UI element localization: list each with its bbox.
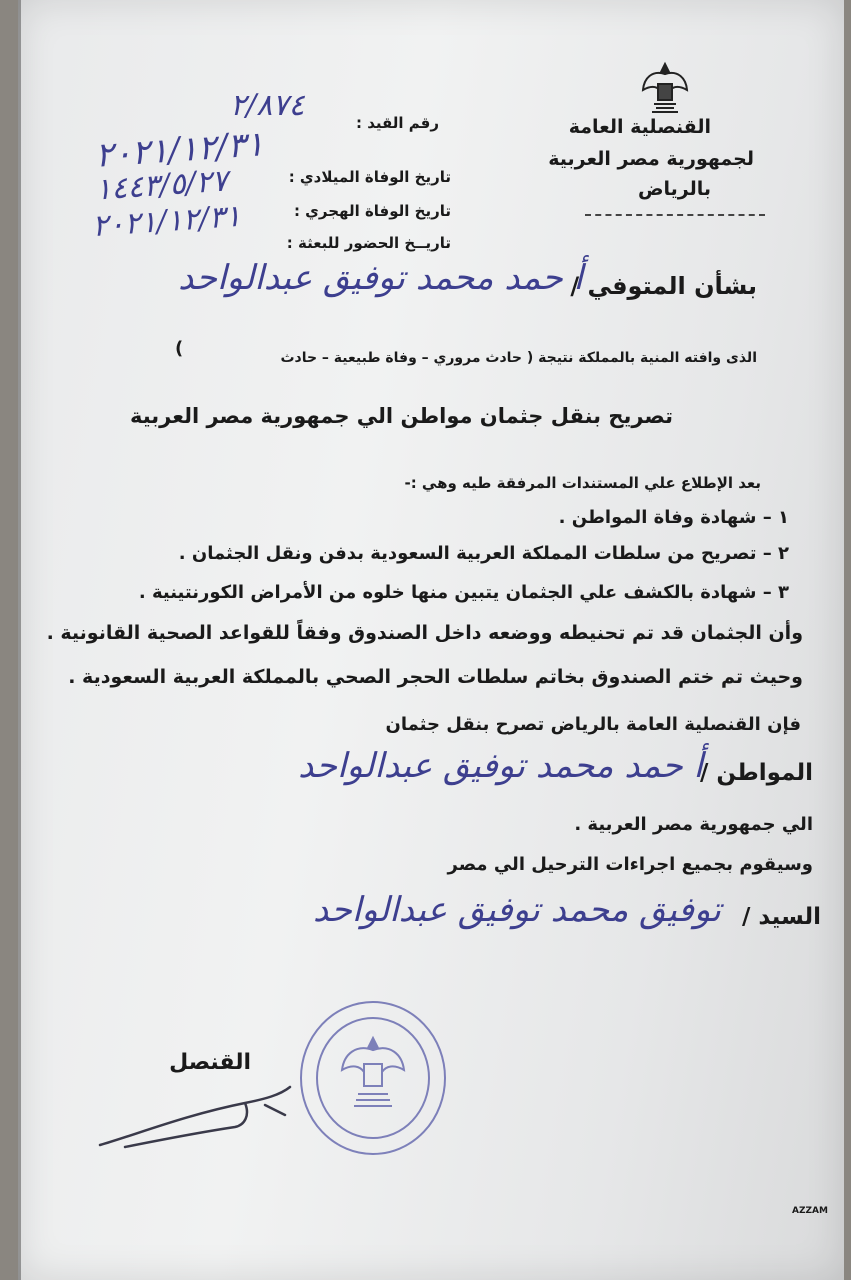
gregorian-death-date-label: تاريخ الوفاة الميلادي : <box>288 168 451 186</box>
embalming-paragraph: وأن الجثمان قد تم تحنيطه ووضعه داخل الصندوق وفقاً للقواعد الصحية القانونية . <box>46 622 803 644</box>
gregorian-death-date: ٢٠٢١/١٢/٣١ <box>93 124 266 176</box>
country-name: لجمهورية مصر العربية <box>548 148 754 170</box>
citizen-name: أ حمد محمد توفيق عبدالواحد <box>298 746 703 786</box>
procedures-paragraph: وسيقوم بجميع اجراءات الترحيل الي مصر <box>447 854 813 875</box>
documents-intro: بعد الإطلاع علي المستندات المرفقة طيه وهي :- <box>404 474 761 492</box>
death-cause-line: الذى وافته المنية بالمملكة نتيجة ( حادث مروري – وفاة طبيعية – حادث <box>280 350 757 366</box>
header-divider <box>585 214 765 216</box>
document-item-1: ١ – شهادة وفاة المواطن . <box>558 507 789 528</box>
document-item-3: ٣ – شهادة بالكشف علي الجثمان يتبين منها خلوه من الأمراض الكورنتينية . <box>138 582 789 603</box>
citizen-label: المواطن / <box>699 760 813 786</box>
footer-mark: AZZAM <box>792 1206 828 1216</box>
page-edge <box>18 0 21 1280</box>
deceased-label: بشأن المتوفي / <box>570 272 757 300</box>
permit-paragraph: فإن القنصلية العامة بالرياض تصرح بنقل جثمان <box>385 714 801 735</box>
deceased-name: أ حمد محمد توفيق عبدالواحد <box>178 258 583 298</box>
hijri-death-date-label: تاريخ الوفاة الهجري : <box>293 202 451 220</box>
arrival-date-label: تاريــخ الحضور للبعثة : <box>286 234 451 252</box>
city-name: بالرياض <box>637 178 711 200</box>
registration-number: ٢/٨٧٤ <box>230 88 305 123</box>
eagle-emblem-icon <box>640 60 690 116</box>
consulate-name: القنصلية العامة <box>568 116 711 138</box>
close-paren: ) <box>175 338 184 359</box>
official-stamp-icon <box>298 998 448 1158</box>
mister-name: توفيق محمد توفيق عبدالواحد <box>313 890 721 930</box>
consul-signature-icon <box>95 1075 295 1165</box>
seal-paragraph: وحيث تم ختم الصندوق بخاتم سلطات الحجر الصحي بالمملكة العربية السعودية . <box>68 666 803 688</box>
hijri-death-date: ١٤٤٣/٥/٢٧ <box>93 163 230 208</box>
mister-label: السيد / <box>741 904 821 930</box>
arrival-date: ٢٠٢١/١٢/٣١ <box>90 198 243 245</box>
destination-country: الي جمهورية مصر العربية . <box>574 814 813 835</box>
registration-label: رقم القيد : <box>355 114 439 132</box>
document-item-2: ٢ – تصريح من سلطات المملكة العربية السعودية بدفن ونقل الجثمان . <box>178 543 789 564</box>
consul-title: القنصل <box>169 1050 251 1075</box>
document-title: تصريح بنقل جثمان مواطن الي جمهورية مصر العربية <box>129 404 673 428</box>
